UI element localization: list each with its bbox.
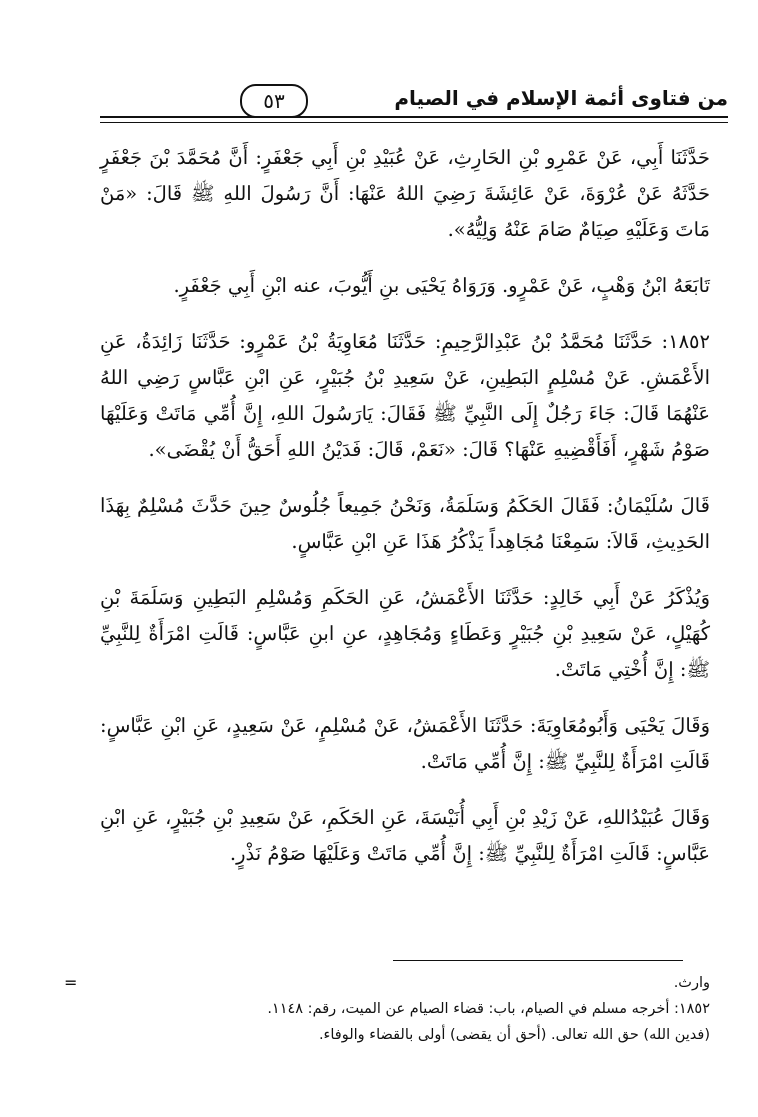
footnotes bbox=[64, 970, 710, 1048]
running-title: من فتاوى أئمة الإسلام في الصيام bbox=[394, 86, 728, 110]
paragraph: وَقَالَ يَحْيَى وَأَبُومُعَاوِيَةَ: حَدَّثَنَا الأَعْمَشُ، عَنْ مُسْلِمٍ، عَنْ سَعِيدٍ، عَنِ ابْنِ عَبَّاسٍ: قَالَتِ امْرَأَةٌ لِلنَّبِيِّ ﷺ: إِنَّ أُمِّي مَاتَتْ. bbox=[100, 714, 710, 773]
paragraph: وَقَالَ عُبَيْدُاللهِ، عَنْ زَيْدِ بْنِ أَبِي أُنَيْسَةَ، عَنِ الحَكَمِ، عَنْ سَعِيدِ بْنِ جُبَيْرٍ، عَنِ ابْنِ عَبَّاسٍ: قَالَتِ امْرَأَةٌ لِلنَّبِيِّ ﷺ: إِنَّ أُمِّي مَاتَتْ وَعَلَيْهَا صَوْمُ نَذْرٍ. bbox=[100, 806, 710, 865]
footnote-line: وارث. bbox=[673, 975, 710, 991]
footnote-line: ١٨٥٢: أخرجه مسلم في الصيام، باب: قضاء الصيام عن الميت، رقم: ١١٤٨. bbox=[267, 1001, 710, 1017]
main-text bbox=[100, 140, 710, 892]
paragraph: تَابَعَهُ ابْنُ وَهْبٍ، عَنْ عَمْرٍو. وَرَوَاهُ يَحْيَى بنِ أَيُّوبَ، عنه ابْنِ أَبِي جَعْفَرٍ. bbox=[173, 274, 710, 297]
page-number-badge: ٥٣ bbox=[240, 84, 308, 118]
paragraph: قَالَ سُلَيْمَانُ: فَقَالَ الحَكَمُ وَسَلَمَةُ، وَنَحْنُ جَمِيعاً جُلُوسٌ حِينَ حَدَّثَ مُسْلِمٌ بِهَذَا الحَدِيثِ، قَالاَ: سَمِعْنَا مُجَاهِداً يَذْكُرُ هَذَا عَنِ ابْنِ عَبَّاسٍ. bbox=[100, 494, 710, 553]
paragraph: حَدَّثَنَا أَبِي، عَنْ عَمْرِو بْنِ الحَارِثِ، عَنْ عُبَيْدِ بْنِ أَبِي جَعْفَرٍ: أَنَّ مُحَمَّدَ بْنَ جَعْفَرٍ حَدَّثَهُ عَنْ عُرْوَةَ، عَنْ عَائِشَةَ رَضِيَ اللهُ عَنْهَا: أَنَّ رَسُولَ اللهِ ﷺ قَالَ: «مَنْ مَاتَ وَعَلَيْهِ صِيَامٌ صَامَ عَنْهُ وَلِيُّهُ». bbox=[100, 146, 710, 241]
footnote-line: (فدين الله) حق الله تعالى. (أحق أن يقضى) أولى بالقضاء والوفاء. bbox=[318, 1027, 710, 1043]
paragraph: وَيُذْكَرُ عَنْ أَبِي خَالِدٍ: حَدَّثَنَا الأَعْمَشُ، عَنِ الحَكَمِ وَمُسْلِمِ البَطِينِ وَسَلَمَةَ بْنِ كُهَيْلٍ، عَنْ سَعِيدِ بْنِ جُبَيْرٍ وَعَطَاءٍ وَمُجَاهِدٍ، عنِ ابنِ عَبَّاسٍ: قَالَتِ امْرَأَةٌ لِلنَّبِيِّ ﷺ: إِنَّ أُخْتِي مَاتَتْ. bbox=[100, 586, 710, 681]
continuation-marker: = bbox=[64, 973, 78, 992]
paragraph: ١٨٥٢: حَدَّثَنَا مُحَمَّدُ بْنُ عَبْدِالرَّحِيمِ: حَدَّثَنَا مُعَاوِيَةُ بْنُ عَمْرٍو: حَدَّثَنَا زَائِدَةُ، عَنِ الأَعْمَشِ. عَنْ مُسْلِمٍ البَطِينِ، عَنْ سَعِيدِ بْنُ جُبَيْرٍ، عَنِ ابْنِ عَبَّاسٍ رَضِي اللهُ عَنْهُمَا قَالَ: جَاءَ رَجُلٌ إِلَى النَّبِيِّ ﷺ فَقَالَ: يَارَسُولَ اللهِ، إِنَّ أُمِّي مَاتَتْ وَعَلَيْهَا صَوْمُ شَهْرٍ، أَفَأَقْضِيهِ عَنْهَا؟ قَالَ: «نَعَمْ، قَالَ: فَدَيْنُ اللهِ أَحَقُّ أَنْ يُقْضَى». bbox=[100, 330, 710, 461]
header-rule-thin bbox=[100, 122, 728, 123]
header-rule bbox=[100, 116, 728, 118]
page-header bbox=[100, 82, 728, 128]
footnote-separator bbox=[393, 960, 683, 961]
